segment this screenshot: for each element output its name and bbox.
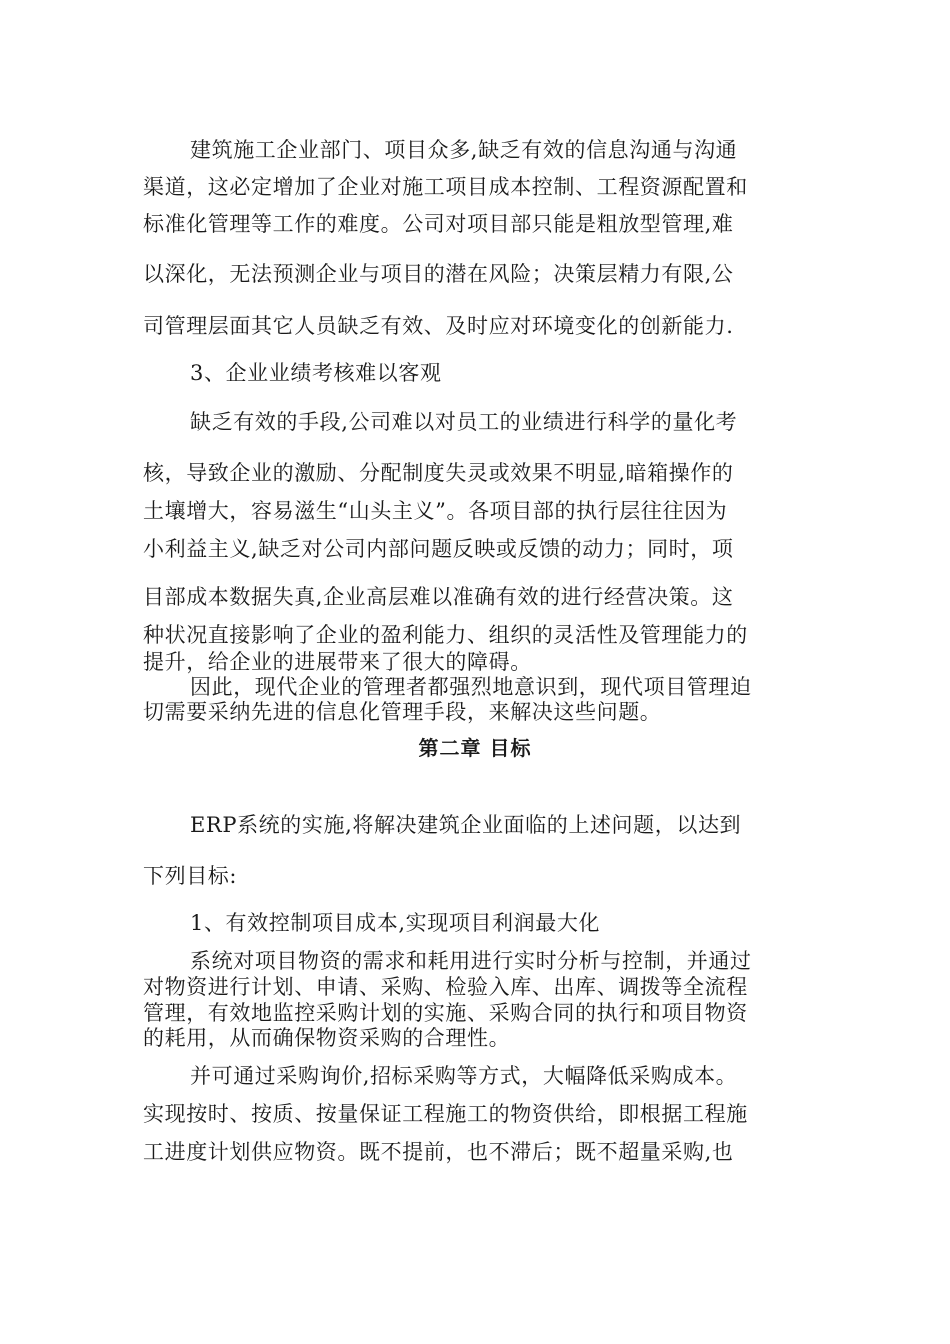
paragraph-line: 因此，现代企业的管理者都强烈地意识到，现代项目管理迫 xyxy=(190,675,752,699)
paragraph-line: 建筑施工企业部门、项目众多,缺乏有效的信息沟通与沟通 xyxy=(190,138,738,162)
paragraph-line: 对物资进行计划、申请、采购、检验入库、出库、调拨等全流程 xyxy=(143,975,748,999)
paragraph-line: 系统对项目物资的需求和耗用进行实时分析与控制，并通过 xyxy=(190,949,752,973)
paragraph-line: 缺乏有效的手段,公司难以对员工的业绩进行科学的量化考 xyxy=(190,410,738,434)
paragraph-line: 管理，有效地监控采购计划的实施、采购合同的执行和项目物资 xyxy=(143,1001,748,1025)
paragraph-line: 实现按时、按质、按量保证工程施工的物资供给，即根据工程施 xyxy=(143,1102,748,1126)
paragraph-line: 并可通过采购询价,招标采购等方式，大幅降低采购成本。 xyxy=(190,1064,738,1088)
paragraph-line: 下列目标: xyxy=(143,864,238,888)
paragraph-line: 以深化，无法预测企业与项目的潜在风险；决策层精力有限,公 xyxy=(143,262,734,286)
section-subheading: 3、企业业绩考核难以客观 xyxy=(190,361,442,385)
paragraph-line: 工进度计划供应物资。既不提前，也不滞后；既不超量采购,也 xyxy=(143,1140,734,1164)
paragraph-line: 小利益主义,缺乏对公司内部问题反映或反馈的动力；同时，项 xyxy=(143,537,734,561)
paragraph-line: ERP系统的实施,将解决建筑企业面临的上述问题，以达到 xyxy=(190,813,742,837)
section-subheading: 1、有效控制项目成本,实现项目利润最大化 xyxy=(190,911,601,935)
chapter-heading: 第二章 目标 xyxy=(418,736,532,760)
paragraph-line: 提升，给企业的进展带来了很大的障碍。 xyxy=(143,650,532,674)
paragraph-line: 切需要采纳先进的信息化管理手段，来解决这些问题。 xyxy=(143,700,662,724)
paragraph-line: 种状况直接影响了企业的盈利能力、组织的灵活性及管理能力的 xyxy=(143,623,748,647)
paragraph-line: 目部成本数据失真,企业高层难以准确有效的进行经营决策。这 xyxy=(143,585,734,609)
paragraph-line: 核，导致企业的激励、分配制度失灵或效果不明显,暗箱操作的 xyxy=(143,461,734,485)
paragraph-line: 标准化管理等工作的难度。公司对项目部只能是粗放型管理,难 xyxy=(143,212,734,236)
paragraph-line: 渠道，这必定增加了企业对施工项目成本控制、工程资源配置和 xyxy=(143,175,748,199)
paragraph-line: 司管理层面其它人员缺乏有效、及时应对环境变化的创新能力. xyxy=(143,314,734,338)
paragraph-line: 的耗用，从而确保物资采购的合理性。 xyxy=(143,1026,511,1050)
paragraph-line: 土壤增大，容易滋生“山头主义”。各项目部的执行层往往因为 xyxy=(143,499,728,523)
